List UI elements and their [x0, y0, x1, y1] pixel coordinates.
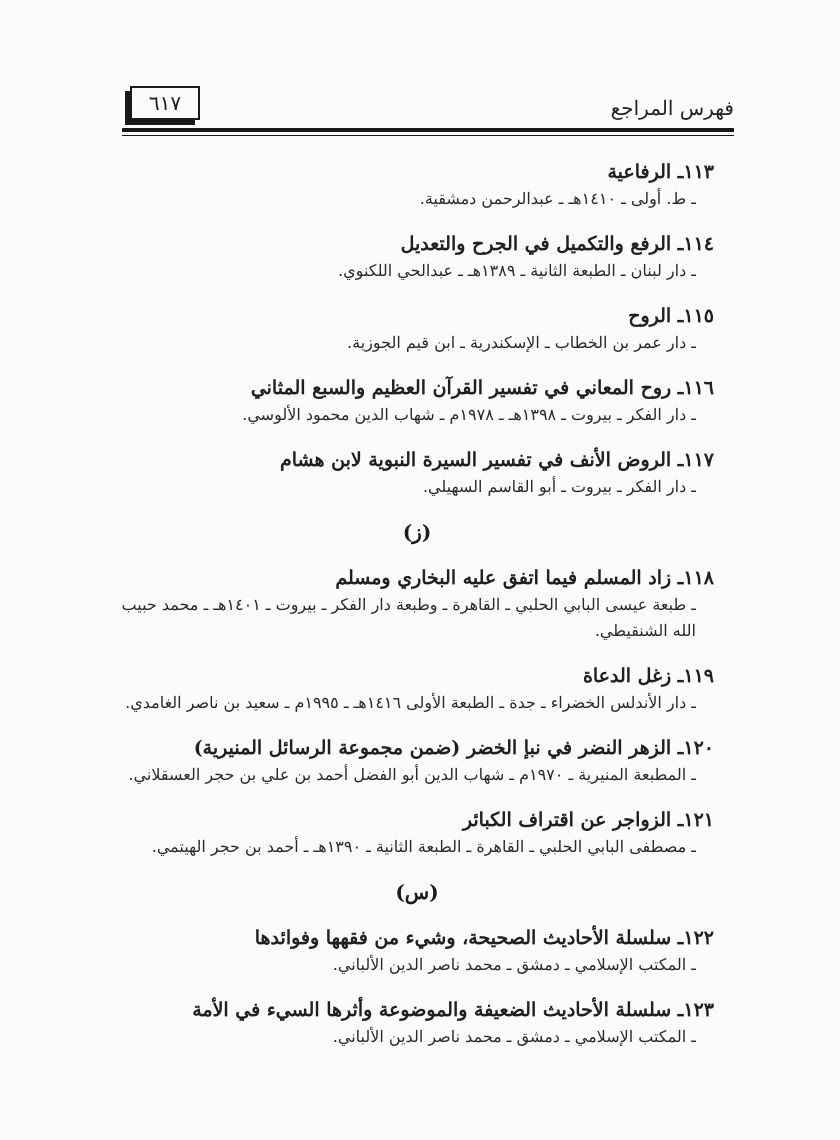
reference-number: ١١٩: [683, 665, 714, 687]
reference-detail-text: طبعة عيسى البابي الحلبي ـ القاهرة ـ وطبعة دار الفكر ـ بيروت ـ ١٤٠١هـ ـ محمد حبيب الله الشنقيطي.: [121, 595, 696, 640]
reference-entry-118: [120, 564, 714, 644]
reference-detail-text: المكتب الإسلامي ـ دمشق ـ محمد ناصر الدين الألباني.: [332, 955, 687, 974]
reference-entry-116: [120, 374, 714, 428]
section-heading-zay: (ز): [402, 520, 432, 544]
reference-number: ١١٥: [683, 305, 714, 327]
reference-title: ١٢٠ـ الزهر النضر في نبإ الخضر (ضمن مجموعة الرسائل المنيرية): [193, 737, 714, 759]
reference-detail: ـ دار الأندلس الخضراء ـ جدة ـ الطبعة الأولى ١٤١٦هـ ـ ١٩٩٥م ـ سعيد بن ناصر الغامدي.: [125, 693, 696, 712]
reference-number: ١١٧: [683, 449, 714, 471]
reference-number: ١١٤: [683, 233, 714, 255]
reference-number: ١٢٠: [683, 737, 714, 759]
page-header: [122, 82, 734, 126]
reference-title: ١١٤ـ الرفع والتكميل في الجرح والتعديل: [400, 233, 714, 255]
reference-entry-115: [120, 302, 714, 356]
reference-number: ١١٣: [683, 161, 714, 183]
reference-title-text: الرفاعية: [607, 161, 672, 183]
reference-title: ١١٦ـ روح المعاني في تفسير القرآن العظيم والسبع المثاني: [250, 377, 714, 399]
reference-detail: ـ مصطفى البابي الحلبي ـ القاهرة ـ الطبعة الثانية ـ ١٣٩٠هـ ـ أحمد بن حجر الهيتمي.: [151, 837, 696, 856]
reference-detail-text: دار الفكر ـ بيروت ـ ١٣٩٨هـ ـ ١٩٧٨م ـ شهاب الدين محمود الألوسي.: [242, 405, 687, 424]
running-title: فهرس المراجع: [610, 96, 734, 120]
reference-title: ١١٣ـ الرفاعية: [607, 161, 714, 183]
reference-detail: ـ دار الفكر ـ بيروت ـ ١٣٩٨هـ ـ ١٩٧٨م ـ شهاب الدين محمود الألوسي.: [242, 405, 696, 424]
reference-number: ١١٦: [683, 377, 714, 399]
reference-number: ١٢١: [683, 809, 714, 831]
reference-entry-114: [120, 230, 714, 284]
reference-title-text: الروض الأنف في تفسير السيرة النبوية لابن هشام: [280, 449, 672, 471]
reference-detail: ـ المكتب الإسلامي ـ دمشق ـ محمد ناصر الدين الألباني.: [332, 1027, 696, 1046]
reference-title-text: الرفع والتكميل في الجرح والتعديل: [400, 233, 672, 255]
header-rule-thick: [122, 128, 734, 132]
reference-title-text: الروح: [628, 305, 672, 327]
reference-title: ١٢٢ـ سلسلة الأحاديث الصحيحة، وشيء من فقهها وفوائدها: [254, 927, 714, 949]
reference-detail-text: دار عمر بن الخطاب ـ الإسكندرية ـ ابن قيم الجوزية.: [347, 333, 687, 352]
reference-detail: ـ دار الفكر ـ بيروت ـ أبو القاسم السهيلي.: [422, 477, 696, 496]
reference-entry-120: [120, 734, 714, 788]
reference-detail-text: ط. أولى ـ ١٤١٠هـ ـ عبدالرحمن دمشقية.: [419, 189, 687, 208]
reference-title-text: زاد المسلم فيما اتفق عليه البخاري ومسلم: [335, 567, 672, 589]
references-list: [120, 158, 714, 1068]
reference-detail: ـ دار لبنان ـ الطبعة الثانية ـ ١٣٨٩هـ ـ عبدالحي اللكنوي.: [338, 261, 696, 280]
reference-detail-text: دار الفكر ـ بيروت ـ أبو القاسم السهيلي.: [422, 477, 687, 496]
reference-title-text: سلسلة الأحاديث الضعيفة والموضوعة وأثرها السيء في الأمة: [192, 999, 672, 1021]
reference-number: ١٢٢: [683, 927, 714, 949]
reference-title: ١١٥ـ الروح: [628, 305, 714, 327]
reference-entry-121: [120, 806, 714, 860]
header-rule-thin: [122, 135, 734, 136]
reference-detail: ـ المطبعة المنيرية ـ ١٩٧٠م ـ شهاب الدين أبو الفضل أحمد بن علي بن حجر العسقلاني.: [128, 765, 696, 784]
reference-detail: ـ دار عمر بن الخطاب ـ الإسكندرية ـ ابن قيم الجوزية.: [347, 333, 696, 352]
reference-title-text: زغل الدعاة: [582, 665, 672, 687]
reference-title: ١١٧ـ الروض الأنف في تفسير السيرة النبوية لابن هشام: [280, 449, 714, 471]
reference-detail-text: دار الأندلس الخضراء ـ جدة ـ الطبعة الأولى ١٤١٦هـ ـ ١٩٩٥م ـ سعيد بن ناصر الغامدي.: [125, 693, 687, 712]
reference-title-text: الزواجر عن اقتراف الكبائر: [462, 809, 672, 831]
reference-detail-text: مصطفى البابي الحلبي ـ القاهرة ـ الطبعة الثانية ـ ١٣٩٠هـ ـ أحمد بن حجر الهيتمي.: [151, 837, 687, 856]
page-number-box: ٦١٧: [130, 86, 200, 120]
reference-detail: ـ طبعة عيسى البابي الحلبي ـ القاهرة ـ وطبعة دار الفكر ـ بيروت ـ ١٤٠١هـ ـ محمد حبيب الله الشنقيطي.: [121, 595, 696, 640]
reference-detail: ـ المكتب الإسلامي ـ دمشق ـ محمد ناصر الدين الألباني.: [332, 955, 696, 974]
reference-title-text: الزهر النضر في نبإ الخضر (ضمن مجموعة الرسائل المنيرية): [193, 737, 672, 759]
section-heading-seen: (س): [395, 880, 439, 904]
reference-title-text: روح المعاني في تفسير القرآن العظيم والسبع المثاني: [250, 377, 672, 399]
reference-title: ١٢١ـ الزواجر عن اقتراف الكبائر: [462, 809, 714, 831]
reference-entry-122: [120, 924, 714, 978]
reference-number: ١٢٣: [683, 999, 714, 1021]
reference-entry-117: [120, 446, 714, 500]
reference-entry-123: [120, 996, 714, 1050]
reference-title: ١٢٣ـ سلسلة الأحاديث الضعيفة والموضوعة وأثرها السيء في الأمة: [192, 999, 714, 1021]
reference-entry-113: [120, 158, 714, 212]
reference-entry-119: [120, 662, 714, 716]
reference-number: ١١٨: [683, 567, 714, 589]
reference-detail-text: المكتب الإسلامي ـ دمشق ـ محمد ناصر الدين الألباني.: [332, 1027, 687, 1046]
reference-title: ١١٨ـ زاد المسلم فيما اتفق عليه البخاري ومسلم: [335, 567, 714, 589]
reference-title-text: سلسلة الأحاديث الصحيحة، وشيء من فقهها وفوائدها: [254, 927, 672, 949]
reference-detail: ـ ط. أولى ـ ١٤١٠هـ ـ عبدالرحمن دمشقية.: [419, 189, 696, 208]
reference-detail-text: دار لبنان ـ الطبعة الثانية ـ ١٣٨٩هـ ـ عبدالحي اللكنوي.: [338, 261, 687, 280]
reference-detail-text: المطبعة المنيرية ـ ١٩٧٠م ـ شهاب الدين أبو الفضل أحمد بن علي بن حجر العسقلاني.: [128, 765, 687, 784]
reference-title: ١١٩ـ زغل الدعاة: [582, 665, 714, 687]
